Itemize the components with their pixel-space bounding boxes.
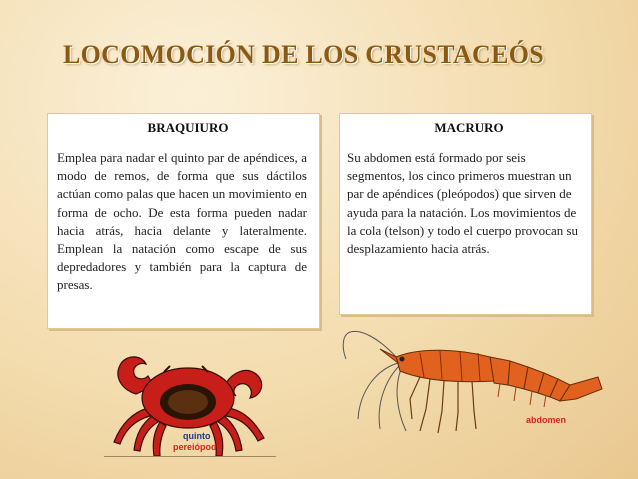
- abdomen-label: abdomen: [526, 415, 567, 425]
- quinto-label: quinto: [183, 431, 211, 441]
- pereiopodo-label: pereiópodo: [173, 442, 222, 452]
- macruro-card: [339, 113, 592, 315]
- macruro-heading: MACRURO: [434, 120, 504, 135]
- macruro-text: Su abdomen está formado por seis segmentos, los cinco primeros muestran un par de apéndices (pleópodos) que sirven de ayuda para la natación. Los movimientos de la cola (telson) y todo el cuerpo provocan su desplazamiento hacia atrás.: [347, 150, 579, 257]
- slide-title: LOCOMOCIÓN DE LOS CRUSTACEÓS: [63, 40, 545, 69]
- crab-underline: [104, 456, 276, 457]
- braquiuro-card: [47, 113, 320, 329]
- shrimp-illustration: [340, 319, 610, 444]
- braquiuro-heading: BRAQUIURO: [147, 120, 229, 135]
- braquiuro-text: Emplea para nadar el quinto par de apéndices, a modo de remos, de forma que sus dáctilos actúan como palas que hacen un movimiento en forma de ocho. De esta forma pueden nadar hacia atrás, hacia delante y lateralmente. Emplean la natación como escape de sus depredadores y también para la captura de presas.: [57, 150, 307, 293]
